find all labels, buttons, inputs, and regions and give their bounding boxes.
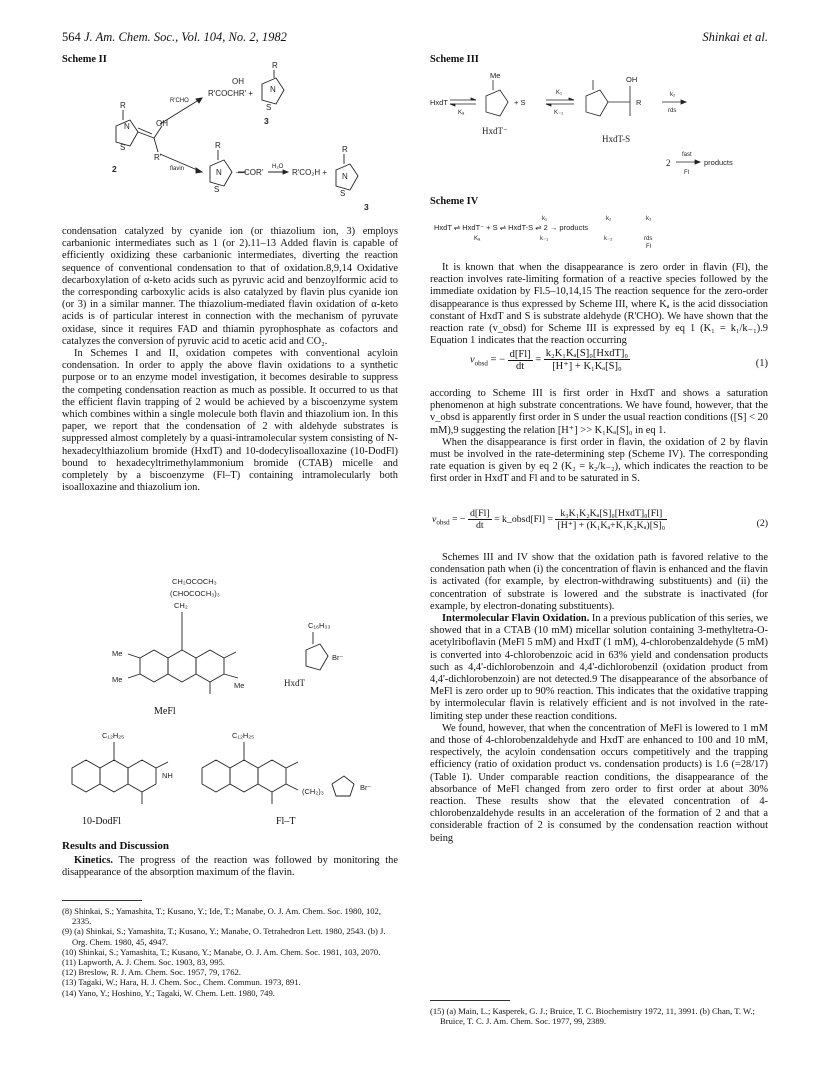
ref-9: (9) (a) Shinkai, S.; Yamashita, T.; Kusano, Y.; Manabe, O. Tetrahedron Lett. 1980, 2543. (b) J. Org. Chem. 1980, 45, 4947. xyxy=(62,926,386,947)
kinetics-text: The progress of the reaction was followed by monitoring the disappearance of the absorption maximum of the flavin. xyxy=(62,855,398,879)
s4-equation: HxdT ⇌ HxdT⁻ + S ⇌ HxdT-S ⇌ 2 → products xyxy=(434,223,589,232)
ref-8: (8) Shinkai, S.; Yamashita, T.; Kusano, Y.; Ide, T.; Manabe, O. J. Am. Chem. Soc. 1980, 102, 2335. xyxy=(62,906,381,927)
s3-two: 2 xyxy=(666,158,671,168)
scheme2-r1: R xyxy=(120,101,126,110)
flt-ch2: (CH₂)₃ xyxy=(302,787,324,796)
s4-ka: Kₐ xyxy=(474,236,481,242)
mefl-sub1: CH₂OCOCH₃ xyxy=(172,577,217,586)
dodfl-name: 10-DodFl xyxy=(82,816,121,827)
s4-km2: k₋₂ xyxy=(604,236,613,242)
right-paragraph-6: We found, however, that when the concentration of MeFl is lowered to 1 mM and those of 4-chlorobenzaldehyde and HxdT are enhanced to 100 and 10 mM, respectively, the acyloin condensation occurs competitively and the trapping efficiency (ratio of oxidation product vs. condensation products) is 1.6 (=28/17) (Table I). Under comparable reaction conditions, the disappearance of the absorbance of MeFl changed from zero order to first order at about 30% reaction. These results show that the elevated concentration of 4-chlorobenzaldehyde results in an acceleration of the formation of 2 and that a considerable fraction of 2 is consumed by the condensation reaction without being xyxy=(430,722,768,844)
dodfl-nh: NH xyxy=(162,771,173,780)
mefl-me2: Me xyxy=(112,675,123,684)
right-paragraph-5: In a previous publication of this series, we showed that in a CTAB (10 mM) micellar solution containing 3-methyltetra-O-acetylriboflavin (MeFl 5 mM) and HxdT (1 mM), 4-chlorobenzaldehyde (5 mM) is converted into 4-chlorobenzoic acid in 63% yield and condensation products such as 4,4'-dichlorobenzoin and 4,4'-dichlorobenzil (oxidation product from 4,4'-dichlorobenzoin) are not detected.9 The disappearance of the absorbance of MeFl is zero order up to 90% reaction. This indicates that the oxidative trapping by intermolecular flavin is relatively efficient and is not involved in the rate-limiting step under these reaction conditions. xyxy=(430,613,768,722)
scheme2-acid: R'CO₂H + xyxy=(292,168,328,177)
right-references xyxy=(430,1006,768,1026)
s3-ka: Kₐ xyxy=(458,110,465,116)
scheme2-oh1: OH xyxy=(156,119,168,128)
scheme2-rp1: R' xyxy=(154,153,162,162)
s3-products: products xyxy=(704,158,733,167)
ref-12: (12) Breslow, R. J. Am. Chem. Soc. 1957, 79, 1762. xyxy=(62,967,241,978)
s3-hxdt-minus: HxdT⁻ xyxy=(482,126,508,136)
scheme-iii-label: Scheme III xyxy=(430,54,479,65)
ref-11: (11) Lapworth, A. J. Chem. Soc. 1903, 83, 995. xyxy=(62,957,225,968)
scheme2-product-top-oh: OH xyxy=(232,77,244,86)
structures-figure xyxy=(62,578,398,818)
right-paragraph-1: It is known that when the disappearance is zero order in flavin (Fl), the reaction involves rate-limiting formation of a reactive species followed by the immediate oxidation by Fl.5–10,14,15 The reaction sequence for the zero-order disappearance is thus expressed by Scheme III, where Kₐ is the acid dissociation constant of HxdT and S is substrate aldehyde (R'CHO). We have shown that the reaction rate (v_obsd) for Scheme III is expressed by eq 1 (K₁ = k₁/k₋₁).9 Equation 1 indicates that the reaction occurring xyxy=(430,262,768,347)
left-paragraph-2: In Schemes I and II, oxidation competes with conventional acyloin condensation. In order to apply the above flavin oxidations to a synthetic purpose or to an enzyme model investigation, it becomes desirable to suppress the competing condensation reaction as much as possible. It occurred to us that the efficient flavin trapping of 2 would be achieved by a biscoenzyme system which combines within a single molecule both flavin and thiazolium ion. In this paper, we report that the condensation of 2 with aldehyde substrates is suppressed almost completely by a quasi-intramolecular system consisting of N-hexadecylthiazolium bromide (HxdT) and 10-dodecylisoalloxazine (10-DodFl) bound to hexadecyltrimethylammonium bromide (CTAB) micelle and completely by a biscoenzyme (Fl–T) containing intramolecularly both isoalloxazine and thiazolium ion. xyxy=(62,348,398,494)
s4-rds: rds xyxy=(644,236,653,242)
ref-14: (14) Yano, Y.; Hoshino, Y.; Tagaki, W. Chem. Lett. 1980, 749. xyxy=(62,987,275,998)
scheme2-cmpd-top: 3 xyxy=(264,116,269,126)
scheme2-n4: N xyxy=(342,172,348,181)
scheme-ii-label: Scheme II xyxy=(62,54,107,65)
s3-r1: Me xyxy=(490,71,501,80)
s3-h: R xyxy=(636,98,642,107)
equation-2: $v_{obsd}$ = − $\frac{d[Fl]}{dt}$ = k_obsd[Fl] = $\frac{\text{k₃K₁K₂Kₐ[S]₀[HxdT]₀[Fl]}}{\text{[H⁺] + (K₁Kₐ+K₁K₂Kₐ)[S]₀}}$ (2) xyxy=(432,508,768,531)
scheme2-reagent-top: R'CHO xyxy=(170,98,189,104)
left-paragraph-1: condensation catalyzed by cyanide ion (or thiazolium ion, 3) employs carbanionic intermediates such as 1 (or 2).11–13 Added flavin is capable of efficiently oxidizing these carbanionic intermediates, diverting the reaction sequence of conventional condensation to that of oxidation.8,9,14 Oxidative decarboxylation of α-keto acids such as pyruvic acid and benzoylformic acid to the corresponding carboxylic acids is also catalyzed by flavin plus cyanide ion (or 3) in a similar manner. The thiazolium-mediated flavin oxidation of α-keto acids is of particular interest in connection with the mechanism of pyruvate oxidase, since it requires FAD and thiamin pyrophosphate as cofactors and catalyzes the conversion of pyruvic acid to acetic acid and CO₂. xyxy=(62,226,398,347)
s3-minus: + S xyxy=(514,98,526,107)
authors: Shinkai et al. xyxy=(702,30,768,44)
left-references xyxy=(62,906,398,998)
flt-name: Fl–T xyxy=(276,816,296,827)
eq2-number: (2) xyxy=(756,518,768,529)
s3-fl: Fl xyxy=(684,170,689,176)
scheme2-cmpd-main: 2 xyxy=(112,164,117,174)
scheme-iv-diagram xyxy=(430,210,768,250)
ref-10: (10) Shinkai, S.; Yamashita, T.; Kusano, Y.; Manabe, O. J. Am. Chem. Soc. 1981, 103, 2070. xyxy=(62,946,381,957)
page-number: 564 xyxy=(62,30,81,44)
s4-k2: k₂ xyxy=(606,216,612,222)
scheme2-s4: S xyxy=(340,189,346,198)
scheme2-n3: N xyxy=(216,168,222,177)
right-paragraph-3: When the disappearance is first order in flavin, the oxidation of 2 by flavin must be involved in the rate-determining step (Scheme IV). The corresponding rate equation is given by eq 2 (K₂ = k₂/k₋₂), which indicates the reaction to be first order in HxdT and Fl and to be saturated in S. xyxy=(430,436,768,485)
mefl-name: MeFl xyxy=(154,706,176,717)
scheme2-cmpd-bottom: 3 xyxy=(364,202,369,212)
results-section xyxy=(62,840,398,880)
s3-km1: K₋₁ xyxy=(554,110,564,116)
s3-oh: OH xyxy=(626,75,638,84)
s3-k1: K₁ xyxy=(556,90,563,96)
scheme2-n1: N xyxy=(124,122,130,131)
scheme-iii-diagram xyxy=(430,70,768,182)
scheme-ii-diagram xyxy=(62,61,398,216)
s4-km1: k₋₁ xyxy=(540,236,549,242)
s3-hxdt: HxdT xyxy=(430,98,448,107)
journal-citation: J. Am. Chem. Soc., Vol. 104, No. 2, 1982 xyxy=(84,30,287,44)
kinetics-heading: Kinetics. xyxy=(74,855,113,867)
ref-15: (15) (a) Main, L.; Kasperek, G. J.; Bruice, T. C. Biochemistry 1972, 11, 3991. (b) Chan, T. W.; Bruice, T. C. J. Am. Chem. Soc. 1977, 99, 2389. xyxy=(430,1006,755,1027)
right-paragraph-4: Schemes III and IV show that the oxidation path is favored relative to the condensation path when (i) the concentration of flavin is enhanced and the flavin is activated (for example, by electron-withdrawing substituents) and (ii) the concentration of substrate is lowered and the substrate is inactivated (for example, by electron-donating substituents). xyxy=(430,552,768,612)
scheme2-n2: N xyxy=(270,85,276,94)
footnote-rule-left xyxy=(62,900,142,901)
intermolecular-heading: Intermolecular Flavin Oxidation. xyxy=(442,613,590,625)
scheme2-r2: R xyxy=(272,61,278,70)
eq1-number: (1) xyxy=(755,358,768,369)
scheme-iv-label: Scheme IV xyxy=(430,196,479,207)
scheme2-s2: S xyxy=(266,103,272,112)
flt-c12: C₁₂H₂₅ xyxy=(232,731,255,740)
scheme2-reagent-bottom: flavin xyxy=(170,166,185,172)
mefl-me1: Me xyxy=(112,649,123,658)
mefl-sub3: CH₂ xyxy=(174,601,188,610)
right-column-part1 xyxy=(430,262,768,347)
ref-13: (13) Tagaki, W.; Hara, H. J. Chem. Soc., Chem. Commun. 1973, 891. xyxy=(62,977,301,988)
s3-fast: fast xyxy=(682,152,692,158)
section-heading: Results and Discussion xyxy=(62,840,169,852)
footnote-rule-right xyxy=(430,1000,510,1001)
left-column-text xyxy=(62,226,398,494)
s3-rds: rds xyxy=(668,108,677,114)
right-column-part3 xyxy=(430,552,768,845)
s4-fl: Fl xyxy=(646,244,651,250)
s4-k1: k₁ xyxy=(542,216,548,222)
hxdt-br: Br⁻ xyxy=(332,653,344,662)
scheme2-s1: S xyxy=(120,143,126,152)
s4-k3: k₃ xyxy=(646,216,652,222)
right-column-part2 xyxy=(430,388,768,486)
scheme2-r3: R xyxy=(215,141,221,150)
scheme2-r4: R xyxy=(342,145,348,154)
scheme2-s3: S xyxy=(214,185,220,194)
flt-br: Br⁻ xyxy=(360,783,372,792)
right-paragraph-2: according to Scheme III is first order in HxdT and shows a saturation phenomenon at high substrate concentrations. We have found, however, that the v_obsd is apparently first order in S under the usual reaction conditions ([S] < 20 mM),9 suggesting the relation [H⁺] >> K₁Kₐ[S]₀ in eq 1. xyxy=(430,388,768,436)
scheme2-product-bottom: —COR' xyxy=(236,168,264,177)
hxdt-c16: C₁₆H₃₃ xyxy=(308,621,331,630)
dodfl-c12: C₁₂H₂₅ xyxy=(102,731,125,740)
hxdt-label: HxdT xyxy=(284,678,305,688)
mefl-sub2: (CHOCOCH₃)₃ xyxy=(170,589,220,598)
s3-hxdt-s: HxdT-S xyxy=(602,134,631,144)
mefl-me3: Me xyxy=(234,681,245,690)
s3-k2: k₂ xyxy=(670,92,676,98)
scheme2-product-top: R'COCHR' + xyxy=(208,89,254,98)
scheme2-h2o: H₂O xyxy=(272,164,284,170)
equation-1: $v_{obsd}$ = − $\frac{d[Fl]}{dt}$ = $\frac{\text{k₂K₁Kₐ[S]₀[HxdT]₀}}{\text{[H⁺] + K₁Kₐ[S]₀}}$ (1) xyxy=(470,348,768,372)
